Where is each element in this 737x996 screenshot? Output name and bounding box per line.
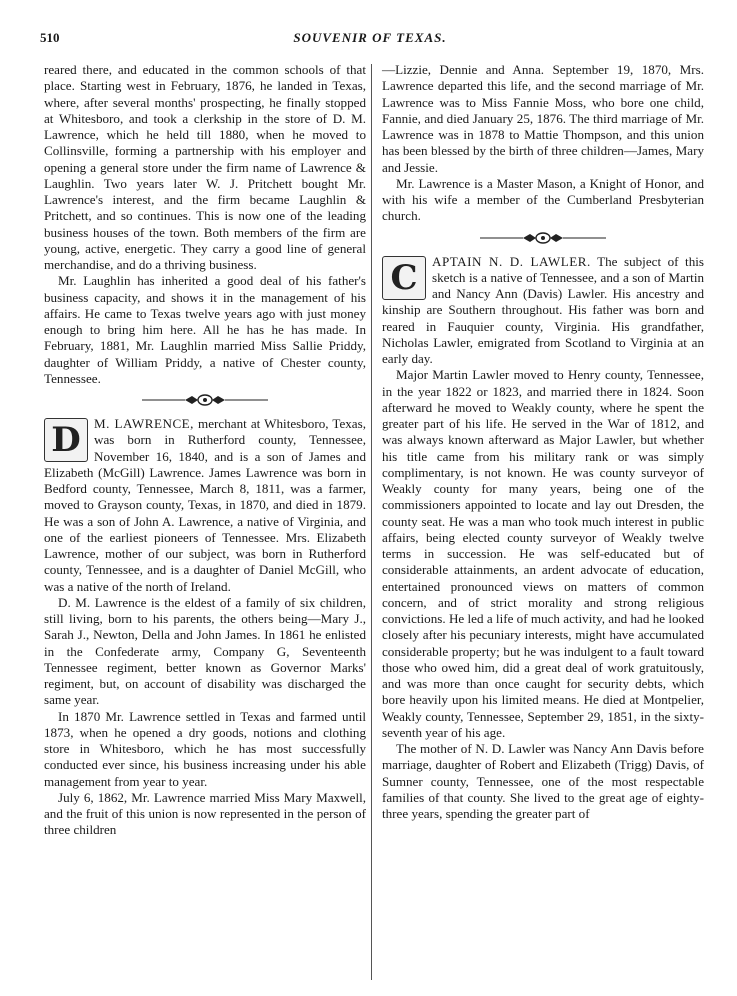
subject-name: M. LAWRENCE, <box>94 416 194 431</box>
paragraph: Major Martin Lawler moved to Henry county, Tennessee, in the year 1822 or 1823, and married there in 1824. Soon afterward he moved to Weakly county, where he spent the greater part of his life. He served in the War of 1812, and was always known afterward as Major Lawler, but whether his title came from his military rank or was simply complimentary, is not known. He was county surveyor of Weakly county for many years, being one of the commissioners appointed to locate and lay out Dresden, the county seat. He was a man who took much interest in public affairs, being elected county surveyor of Weakly twelve terms in succession. He was self-educated but of considerable attainments, an ardent advocate of education, entertained pronounced views on matters of common concern, and of strict morality and strong religious convictions. He led a life of much activity, and had he looked closely after his pecuniary interests, might have accumulated considerable property; but he was indulgent to a fault toward those who owed him, did a great deal of work gratuitously, and was more than once caught for security debts, which bore heavily upon his limited means. He died at Montpelier, Weakly county, Tennessee, September 29, 1851, in the sixty-seventh year of his age. <box>382 367 704 740</box>
dropcap-letter: C <box>390 257 418 298</box>
dropcap-initial <box>382 256 426 300</box>
biography-lead <box>382 254 704 368</box>
ornament-divider-icon <box>382 231 704 247</box>
paragraph: In 1870 Mr. Lawrence settled in Texas and farmed until 1873, when he opened a dry goods, notions and clothing store in Whitesboro, which he has most successfully conducted ever since, his business increasing under his able management from year to year. <box>44 708 366 789</box>
paragraph: Mr. Lawrence is a Master Mason, a Knight of Honor, and with his wife a member of the Cumberland Presbyterian church. <box>382 175 704 224</box>
lawler-biography <box>382 254 704 368</box>
paragraph: July 6, 1862, Mr. Lawrence married Miss Mary Maxwell, and the fruit of this union is now represented in the person of three children <box>44 789 366 838</box>
lead-text: merchant at Whitesboro, Texas, was born in Rutherford county, Tennessee, November 16, 1840, and is a son of James and Elizabeth (McGill) Lawrence. James Lawrence was born in Bedford county, Tennessee, March 8, 1811, was a farmer, moved to Grayson county, Texas, in 1870, and died in 1879. He was a son of John A. Lawrence, a native of Virginia, and one of the earliest pioneers of Tennessee. Mrs. Elizabeth Lawrence, mother of our subject, was born in Rutherford county, Tennessee, and is a daughter of Daniel McGill, who was a native of the north of Ireland. <box>44 416 366 594</box>
right-column <box>382 62 704 822</box>
paragraph: D. M. Lawrence is the eldest of a family of six children, still living, born to his parents, the others being—Mary J., Sarah J., Newton, Della and John James. In 1861 he enlisted in the Confederate army, Company G, Seventeenth Tennessee regiment, better known as Governor Marks' regiment, but, on account of disability was discharged the same year. <box>44 594 366 708</box>
dropcap-letter: D <box>51 420 81 460</box>
running-head: SOUVENIR OF TEXAS. <box>293 30 447 45</box>
page-number: 510 <box>40 30 60 45</box>
column-divider <box>371 64 372 980</box>
page-header <box>40 30 700 52</box>
ornament-divider-icon <box>44 393 366 409</box>
lawrence-biography <box>44 416 366 595</box>
paragraph: —Lizzie, Dennie and Anna. September 19, 1870, Mrs. Lawrence departed this life, and the second marriage of Mr. Lawrence was to Miss Fannie Moss, who bore one child, Fannie, and died January 25, 1876. The third marriage of Mr. Lawrence was in 1878 to Mattie Thompson, and this union has been blessed by the birth of three children—James, Mary and Jessie. <box>382 62 704 175</box>
left-column <box>44 62 366 839</box>
subject-name: APTAIN N. D. LAWLER. <box>432 253 591 269</box>
biography-lead <box>44 416 366 595</box>
paragraph: Mr. Laughlin has inherited a good deal of his father's business capacity, and shows it in the management of his affairs. He came to Texas twelve years ago with just money enough to bring him here. All he has he has made. In February, 1881, Mr. Laughlin married Miss Sallie Priddy, daughter of William Priddy, a native of Chester county, Tennessee. <box>44 273 366 386</box>
lead-text: The subject of this sketch is a native of Tennessee, and a son of Martin and Nancy Ann (Davis) Lawler. His ancestry and kinship are Southern throughout. His father was born and reared in Fauquier county, Virginia. His grandfather, Nicholas Lawler, emigrated from Scotland to Virginia at an early day. <box>382 253 704 366</box>
paragraph: reared there, and educated in the common schools of that place. Starting west in February, 1876, he landed in Texas, where, after several months' prospecting, he finally stopped at Whitesboro, and took a clerkship in the store of D. M. Lawrence, which he held till 1880, when he moved to Collinsville, forming a partnership with his employer and opening a general store under the firm name of Lawrence & Laughlin. Two years later W. J. Pritchett bought Mr. Lawrence's interest, and the firm became Laughlin & Pritchett, and so continues. This is now one of the leading business houses of the town. Both members of the firm are young, active, energetic. They carry a good line of general merchandise, and do a thriving business. <box>44 62 366 272</box>
dropcap-initial <box>44 418 88 462</box>
paragraph: The mother of N. D. Lawler was Nancy Ann Davis before marriage, daughter of Robert and Elizabeth (Trigg) Davis, of Sumner county, Tennessee, one of the most respectable families of that county. She lived to the great age of eighty-three years, spending the greater part of <box>382 741 704 821</box>
